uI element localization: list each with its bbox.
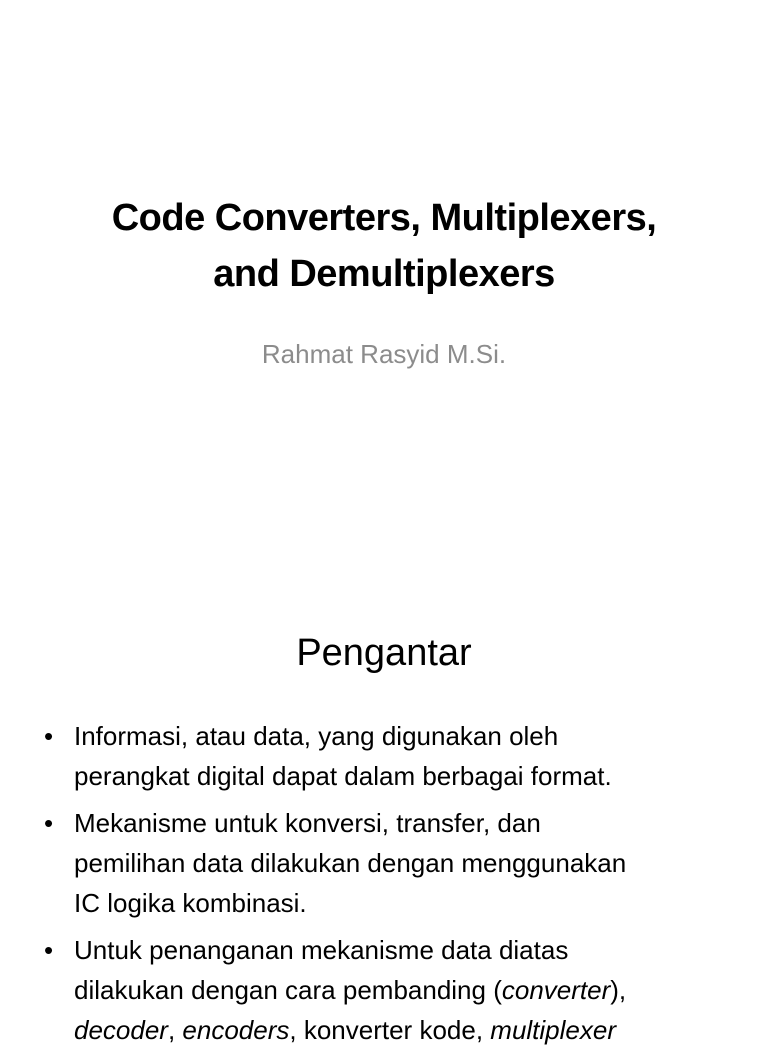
bullet-text-emphasis: decoder xyxy=(74,1015,168,1045)
bullet-icon: • xyxy=(44,808,54,838)
bullet-text-emphasis: encoders xyxy=(182,1015,290,1045)
bullet-text-line: IC logika kombinasi. xyxy=(74,888,307,918)
bullet-item xyxy=(40,803,730,923)
bullet-text-emphasis: multiplexer xyxy=(490,1015,616,1045)
slide-title xyxy=(40,190,728,302)
bullet-text-segment: , konverter kode, xyxy=(289,1015,491,1045)
bullet-text-segment: ), xyxy=(610,975,627,1005)
bullet-text-line: Mekanisme untuk konversi, transfer, dan xyxy=(74,808,541,838)
bullet-icon: • xyxy=(44,935,54,965)
bullet-text-segment: , xyxy=(167,1015,183,1045)
slide-title-line-1: Code Converters, Multiplexers, xyxy=(111,197,657,239)
bullet-text-emphasis: converter xyxy=(501,975,611,1005)
bullet-item xyxy=(40,930,730,1050)
slide-heading: Pengantar xyxy=(296,632,472,674)
bullet-text-line xyxy=(74,970,730,1010)
bullet-text-line: Untuk penanganan mekanisme data diatas xyxy=(74,935,569,965)
bullet-text-line xyxy=(74,1010,730,1050)
bullet-text-line: pemilihan data dilakukan dengan menggunakan xyxy=(74,848,627,878)
bullet-text-line: perangkat digital dapat dalam berbagai format. xyxy=(74,761,612,791)
slide-title-line-2: and Demultiplexers xyxy=(213,253,555,295)
author-subtitle: Rahmat Rasyid M.Si. xyxy=(261,339,507,369)
bullet-icon: • xyxy=(44,721,54,751)
bullet-text-segment: dilakukan dengan cara pembanding ( xyxy=(74,975,502,1005)
bullet-item xyxy=(40,716,730,796)
content-slide xyxy=(0,576,768,1045)
bullet-text-line: Informasi, atau data, yang digunakan oleh xyxy=(74,721,559,751)
bullet-list xyxy=(40,716,730,1057)
